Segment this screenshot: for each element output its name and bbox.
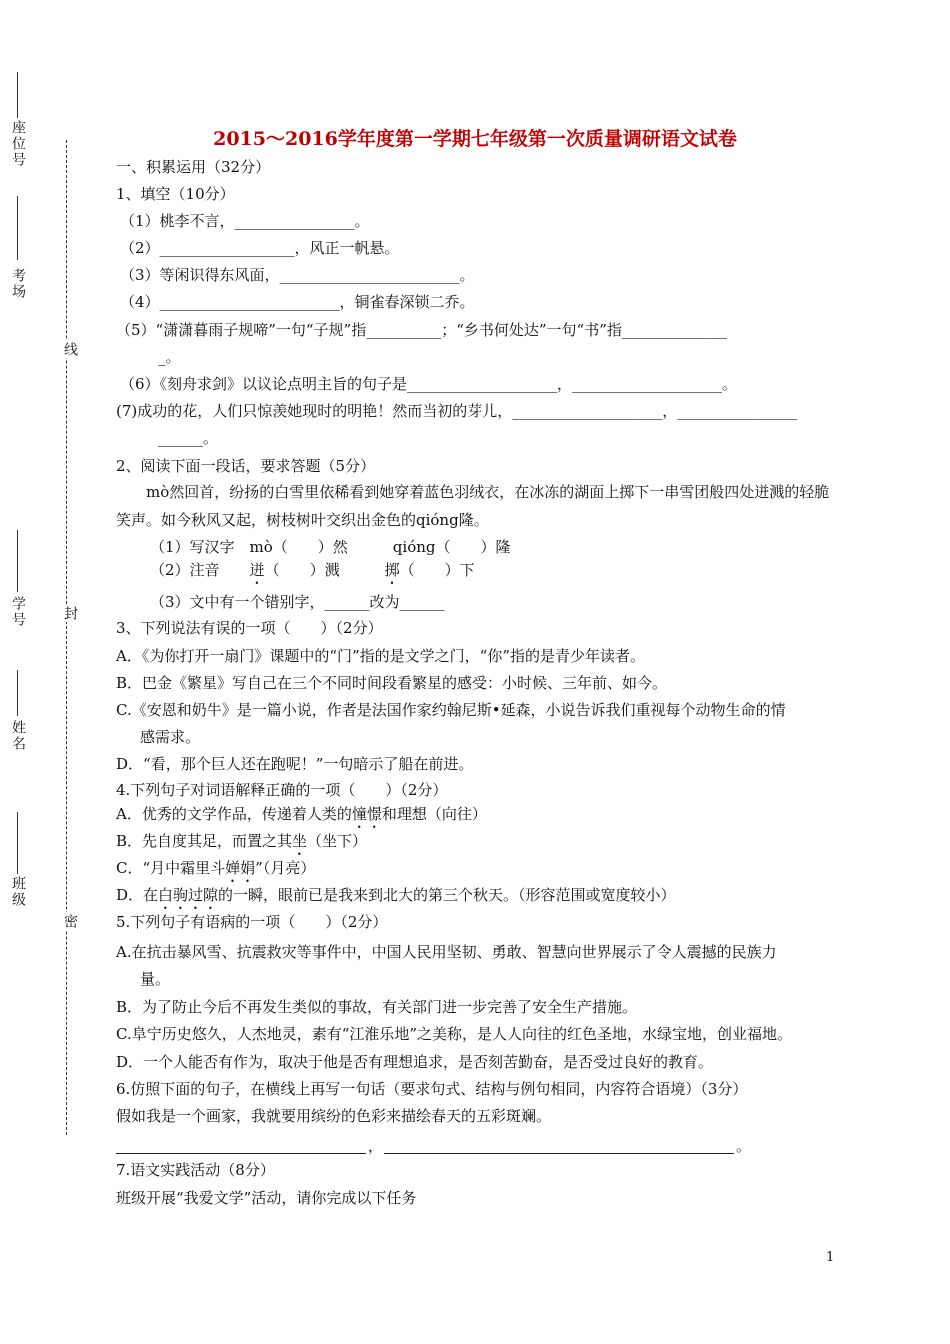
section-heading: 一、积累运用（32分） (116, 158, 271, 176)
q3-option-d[interactable]: D．“看，那个巨人还在跑呢！”一句暗示了船在前进。 (116, 755, 474, 773)
q4-option-a[interactable] (116, 804, 487, 832)
q2-sub2-blank2[interactable]: （ ）下 (399, 561, 475, 579)
q1-item[interactable]: (7)成功的花，人们只惊羡她现时的明艳！然而当初的芽儿，____________________，________________ (116, 402, 798, 420)
name-label: 姓名 (10, 720, 26, 752)
q4-b-word: 坐 (292, 832, 308, 850)
exam-room-blank[interactable] (17, 196, 18, 260)
cut-mark-dense: 密 (62, 914, 78, 928)
q2-sub2-word1: 迸 (249, 561, 265, 579)
class-blank[interactable] (17, 812, 18, 874)
q1-item[interactable]: （3）等闲识得东风面，________________________。 (120, 266, 475, 284)
q1-item[interactable]: （5）“潇潇暮雨子规啼”一句“子规”指__________；“乡书何处达”一句“书”指______________ (116, 321, 727, 339)
q4-b-text: B．先自度其足，而置之其 (116, 832, 293, 850)
q4-option-d[interactable] (116, 885, 676, 913)
q4-option-b[interactable] (116, 831, 367, 859)
q4-option-c[interactable] (116, 858, 315, 886)
q6-answer-blank-1[interactable] (116, 1153, 366, 1154)
q2-heading: 2、阅读下面一段话，要求答题（5分） (116, 457, 376, 475)
q1-item[interactable]: （6）《刻舟求剑》以议论点明主旨的句子是____________________，____________________。 (120, 375, 738, 393)
q4-d-text: D．在 (116, 886, 159, 904)
q7-intro: 班级开展“我爱文学”活动，请你完成以下任务 (116, 1189, 417, 1207)
q4-c-gloss: ”（月亮） (255, 859, 316, 877)
q1-item[interactable]: （2）__________________，风正一帆悬。 (120, 239, 400, 257)
exam-title: 2015～2016学年度第一学期七年级第一次质量调研语文试卷 (213, 128, 737, 150)
q1-item[interactable]: （1）桃李不言，________________。 (120, 212, 370, 230)
q2-sub2-prefix: （2）注音 (150, 561, 250, 579)
binding-cut-line (66, 140, 67, 1135)
seat-number-blank[interactable] (17, 72, 18, 118)
q4-a-gloss: 和理想（向往） (381, 805, 487, 823)
q1-item-continued[interactable]: ______。 (158, 429, 219, 447)
q5-option-a-continued: 量。 (140, 970, 171, 988)
q2-passage: mò然回首，纷扬的白雪里依稀看到她穿着蓝色羽绒衣，在冰冻的湖面上掷下一串雪团般四处迸溅的轻脆笑声。如今秋风又起，树枝树叶交织出金色的qióng隆。 (116, 483, 830, 529)
q6-period: 。 (736, 1137, 752, 1155)
q3-option-a[interactable]: A．《为你打开一扇门》课题中的“门”指的是文学之门，“你”指的是青少年读者。 (116, 647, 646, 665)
q5-option-a[interactable]: A.在抗击暴风雪、抗震救灾等事件中，中国人民用坚韧、勇敢、智慧向世界展示了令人震撼的民族力 (116, 943, 777, 961)
q2-sub3[interactable]: （3）文中有一个错别字，______改为______ (150, 593, 445, 611)
q2-sub2-blank1[interactable]: （ ）溅 (264, 561, 385, 579)
q4-d-gloss: 的一瞬，眼前已是我来到北大的第三个秋天。（形容范围或宽度较小） (218, 886, 676, 904)
q4-d-word: 白驹过隙 (158, 886, 219, 904)
exam-room-label: 考场 (10, 268, 26, 300)
q2-sub2[interactable] (150, 560, 475, 588)
q6-heading: 6.仿照下面的句子，在横线上再写一句话（要求句式、结构与例句相同，内容符合语境）（3分） (116, 1080, 748, 1098)
q6-answer-blank-2[interactable] (384, 1153, 734, 1154)
q2-sub2-word2: 掷 (384, 561, 400, 579)
q5-heading: 5.下列句子有语病的一项（ ）（2分） (116, 913, 388, 931)
q6-comma: ， (368, 1137, 384, 1155)
page-number: 1 (826, 1250, 835, 1265)
q5-option-c[interactable]: C.阜宁历史悠久，人杰地灵，素有“江淮乐地”之美称，是人人向往的红色圣地，水绿宝地，创业福地。 (116, 1025, 793, 1043)
q3-heading: 3、下列说法有误的一项（ ）（2分） (116, 619, 383, 637)
q1-item[interactable]: （4）________________________，铜雀春深锁二乔。 (120, 293, 475, 311)
q2-sub1[interactable]: （1）写汉字 mò（ ）然 qióng（ ）隆 (150, 538, 511, 556)
q4-heading: 4.下列句子对词语解释正确的一项（ ）（2分） (116, 781, 448, 799)
q4-a-text: A．优秀的文学作品，传递着人类的 (116, 805, 352, 823)
q5-option-d[interactable]: D．一个人能否有作为，取决于他是否有理想追求，是否刻苦勤奋，是否受过良好的教育。 (116, 1053, 714, 1071)
class-label: 班级 (10, 876, 26, 908)
cut-mark-line: 线 (62, 342, 78, 356)
q3-option-c[interactable]: C.《安恩和奶牛》是一篇小说，作者是法国作家约翰尼斯•延森，小说告诉我们重视每个动物生命的情 (116, 701, 786, 719)
q3-option-b[interactable]: B．巴金《繁星》写自己在三个不同时间段看繁星的感受：小时候、三年前、如今。 (116, 674, 668, 692)
seat-number-label: 座位号 (10, 120, 26, 168)
student-id-blank[interactable] (17, 530, 18, 592)
q7-heading: 7.语文实践活动（8分） (116, 1161, 275, 1179)
q6-example: 假如我是一个画家，我就要用缤纷的色彩来描绘春天的五彩斑斓。 (116, 1107, 552, 1125)
q4-c-text: C．“月中霜里斗 (116, 859, 226, 877)
q4-b-gloss: （坐下） (307, 832, 368, 850)
name-blank[interactable] (17, 670, 18, 716)
q5-option-b[interactable]: B．为了防止今后不再发生类似的事故，有关部门进一步完善了安全生产措施。 (116, 998, 638, 1016)
q1-heading: 1、填空（10分） (116, 185, 235, 203)
cut-mark-seal: 封 (62, 606, 78, 620)
student-id-label: 学号 (10, 596, 26, 628)
q3-option-c-continued: 感需求。 (140, 728, 201, 746)
q1-item-continued[interactable]: _。 (158, 348, 181, 366)
q4-a-word: 憧憬 (351, 805, 382, 823)
q4-c-word: 婵娟 (225, 859, 256, 877)
